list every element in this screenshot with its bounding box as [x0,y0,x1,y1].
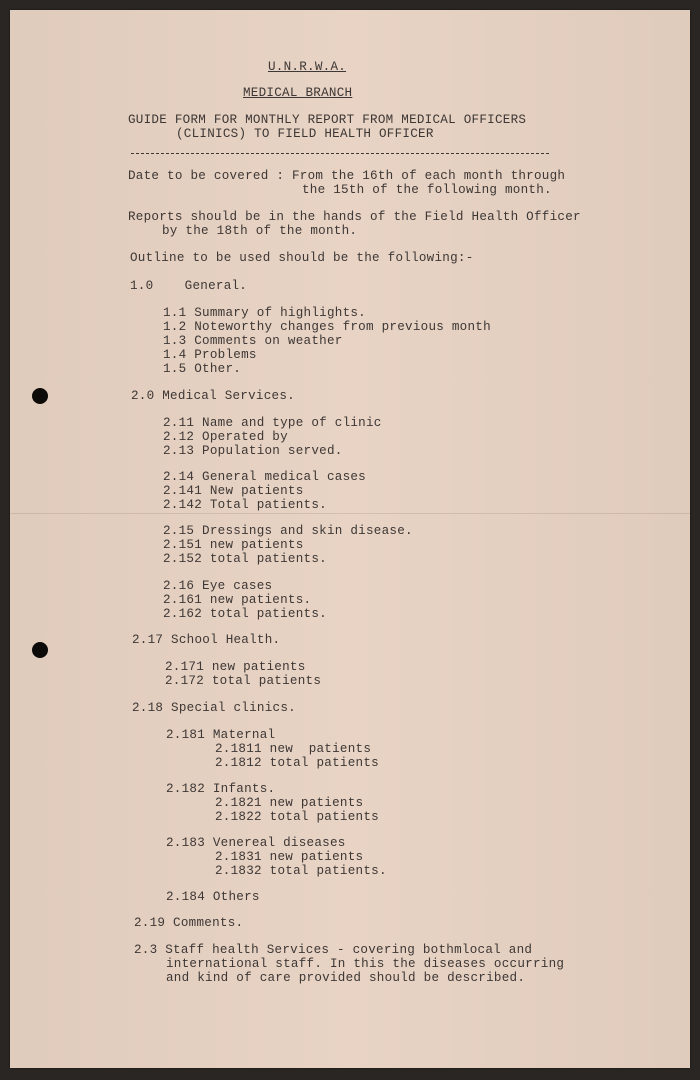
list-item: 2.1811 new patients [215,742,372,756]
list-item: 1.2 Noteworthy changes from previous month [163,320,491,334]
list-item: 1.3 Comments on weather [163,334,343,348]
list-item: 2.1821 new patients [215,796,364,810]
section-heading-general: 1.0 General. [130,279,248,293]
punch-hole [32,642,48,658]
list-item: 2.142 Total patients. [163,498,327,512]
branch-name: MEDICAL BRANCH [243,86,353,100]
staff-health-line1: 2.3 Staff health Services - covering bothmlocal and [134,943,533,957]
subsection-heading-comments: 2.19 Comments. [134,916,244,930]
list-item: 2.16 Eye cases [163,579,273,593]
subsection-heading-special-clinics: 2.18 Special clinics. [132,701,296,715]
list-item: 2.152 total patients. [163,552,327,566]
punch-hole [32,388,48,404]
staff-health-line2: international staff. In this the diseases occurring [166,957,565,971]
list-item: 2.1831 new patients [215,850,364,864]
subsection-heading-school-health: 2.17 School Health. [132,633,281,647]
form-title-line1: GUIDE FORM FOR MONTHLY REPORT FROM MEDICAL OFFICERS [128,113,527,127]
list-item: 2.12 Operated by [163,430,288,444]
form-title-line2: (CLINICS) TO FIELD HEALTH OFFICER [176,127,434,141]
list-item: 2.1832 total patients. [215,864,387,878]
reports-due-line1: Reports should be in the hands of the Field Health Officer [128,210,581,224]
list-item: 2.182 Infants. [166,782,276,796]
list-item: 2.161 new patients. [163,593,312,607]
list-item: 2.1822 total patients [215,810,379,824]
header-rule [131,153,549,154]
reports-due-line2: by the 18th of the month. [162,224,358,238]
list-item: 2.181 Maternal [166,728,276,742]
org-name: U.N.R.W.A. [268,60,347,74]
list-item: 2.171 new patients [165,660,306,674]
list-item: 1.4 Problems [163,348,257,362]
list-item: 2.1812 total patients [215,756,379,770]
list-item: 2.151 new patients [163,538,304,552]
list-item: 2.15 Dressings and skin disease. [163,524,413,538]
list-item: 2.141 New patients [163,484,304,498]
list-item: 2.183 Venereal diseases [166,836,346,850]
fold-crease [10,513,690,514]
date-covered-line2: the 15th of the following month. [302,183,552,197]
section-heading-medical: 2.0 Medical Services. [131,389,295,403]
staff-health-line3: and kind of care provided should be described. [166,971,526,985]
list-item: 2.13 Population served. [163,444,343,458]
list-item: 2.172 total patients [165,674,322,688]
document-sheet [10,10,690,1068]
list-item: 1.5 Other. [163,362,242,376]
list-item: 2.14 General medical cases [163,470,366,484]
list-item: 2.184 Others [166,890,260,904]
list-item: 1.1 Summary of highlights. [163,306,366,320]
list-item: 2.11 Name and type of clinic [163,416,382,430]
date-covered-line1: Date to be covered : From the 16th of each month through [128,169,566,183]
outline-intro: Outline to be used should be the following:- [130,251,474,265]
list-item: 2.162 total patients. [163,607,327,621]
